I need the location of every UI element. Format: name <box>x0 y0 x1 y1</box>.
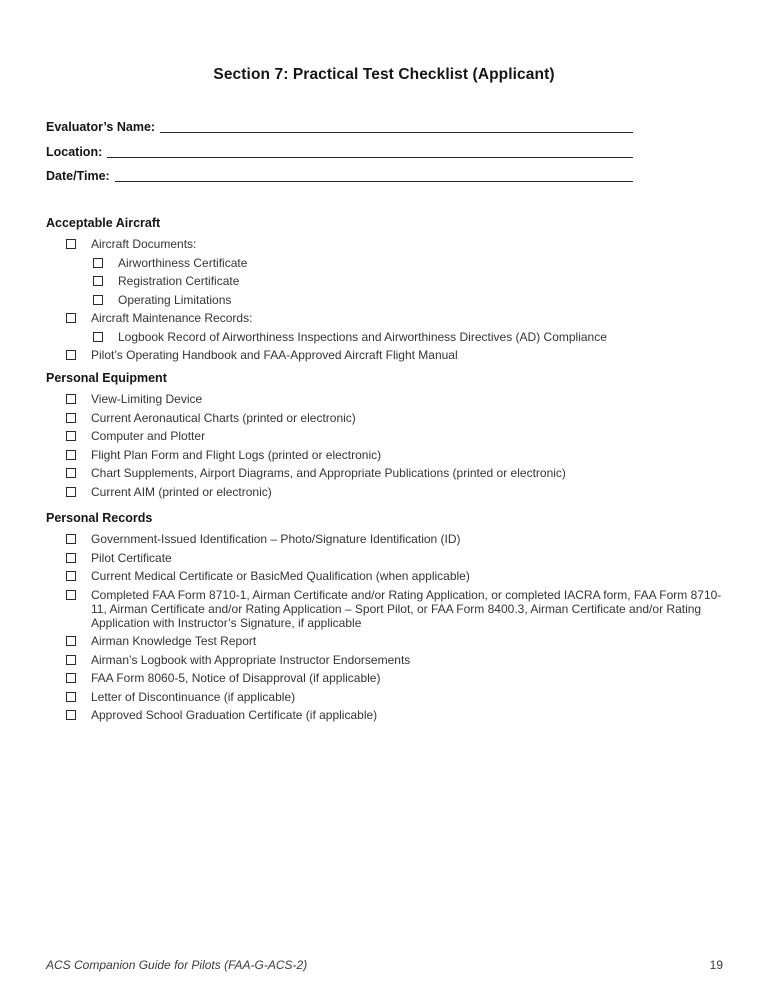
checklist-item <box>46 429 723 443</box>
checklist-item <box>46 330 723 344</box>
checklist-item-label: Chart Supplements, Airport Diagrams, and Appropriate Publications (printed or electronic) <box>91 466 566 480</box>
checkbox-icon <box>66 673 76 683</box>
checklist-item <box>46 411 723 425</box>
location-field <box>46 145 633 159</box>
footer-page-number: 19 <box>709 958 723 972</box>
checkbox-icon <box>66 394 76 404</box>
checkbox-icon <box>66 431 76 441</box>
section-heading: Personal Records <box>46 511 153 525</box>
checkbox-icon <box>66 468 76 478</box>
checklist-item <box>46 311 723 325</box>
evaluator-name-label: Evaluator’s Name: <box>46 120 156 134</box>
checklist-item <box>46 671 723 685</box>
date-time-blank-line <box>115 181 633 182</box>
checkbox-icon <box>66 450 76 460</box>
checklist-item-label: Current Medical Certificate or BasicMed Qualification (when applicable) <box>91 569 470 583</box>
checklist-item-label: Aircraft Maintenance Records: <box>91 311 253 325</box>
page-title: Section 7: Practical Test Checklist (Applicant) <box>213 66 555 83</box>
checklist-item-label: Airworthiness Certificate <box>118 255 248 270</box>
checklist-item <box>46 532 723 546</box>
checklist-item-label: Registration Certificate <box>118 274 240 288</box>
checklist-item <box>46 293 723 307</box>
checklist-item-label: Pilot’s Operating Handbook and FAA-Approved Aircraft Flight Manual <box>91 348 458 362</box>
checklist-item <box>46 485 723 499</box>
checkbox-icon <box>93 258 103 268</box>
checklist-item <box>46 237 723 251</box>
header-fields <box>46 120 633 194</box>
checkbox-icon <box>66 350 76 360</box>
checkbox-icon <box>66 590 76 600</box>
checklist-item-label: Approved School Graduation Certificate (if applicable) <box>91 708 378 722</box>
checklist-item-label: Airman’s Logbook with Appropriate Instructor Endorsements <box>91 652 411 667</box>
checklist-item <box>46 708 723 722</box>
checklist-item-label: Letter of Discontinuance (if applicable) <box>91 689 296 704</box>
checklist-item-label: Current Aeronautical Charts (printed or electronic) <box>91 410 356 425</box>
date-time-field <box>46 169 633 183</box>
checklist-item <box>46 256 723 270</box>
checklist-item <box>46 569 723 583</box>
checklist-item <box>46 551 723 565</box>
checkbox-icon <box>66 534 76 544</box>
checklist-item <box>46 348 723 362</box>
checkbox-icon <box>66 655 76 665</box>
checkbox-icon <box>93 295 103 305</box>
checklist-item <box>46 588 723 630</box>
checkbox-icon <box>66 313 76 323</box>
checkbox-icon <box>66 487 76 497</box>
checklist-item-label: Logbook Record of Airworthiness Inspections and Airworthiness Directives (AD) Compliance <box>118 329 607 344</box>
checklist-item <box>46 690 723 704</box>
evaluator-name-field <box>46 120 633 134</box>
checklist-item <box>46 634 723 648</box>
checkbox-icon <box>66 692 76 702</box>
checklist-item-label: Pilot Certificate <box>91 550 172 565</box>
checklist-item <box>46 448 723 462</box>
section-personal-equipment <box>46 371 723 503</box>
date-time-label: Date/Time: <box>46 169 110 183</box>
checklist-item <box>46 274 723 288</box>
page-footer <box>46 958 723 972</box>
location-label: Location: <box>46 144 103 159</box>
checklist-item-label: Flight Plan Form and Flight Logs (printed or electronic) <box>91 447 382 462</box>
section-acceptable-aircraft <box>46 216 723 367</box>
footer-doc-title: ACS Companion Guide for Pilots (FAA-G-ACS-2) <box>46 958 308 972</box>
checklist-item-label: Computer and Plotter <box>91 429 206 443</box>
checklist-item-label: Completed FAA Form 8710-1, Airman Certificate and/or Rating Application, or completed IACRA form, FAA Form 8710-11, Airman Certificate and/or Rating Application – Sport Pilot, or FAA Form 8400.3, Airman Certificate and/or Rating Application with Instructor’s Signature, if applicable <box>91 587 722 630</box>
checklist-item-label: Airman Knowledge Test Report <box>91 634 257 648</box>
section-heading: Personal Equipment <box>46 371 167 385</box>
checkbox-icon <box>93 276 103 286</box>
checklist-item <box>46 466 723 480</box>
checkbox-icon <box>66 239 76 249</box>
checkbox-icon <box>66 571 76 581</box>
section-heading: Acceptable Aircraft <box>46 216 161 230</box>
section-personal-records <box>46 511 723 727</box>
checklist-item <box>46 653 723 667</box>
location-blank-line <box>107 157 633 158</box>
checklist-item <box>46 392 723 406</box>
checklist-item-label: View-Limiting Device <box>91 392 203 406</box>
checkbox-icon <box>66 553 76 563</box>
checklist <box>46 237 723 362</box>
checkbox-icon <box>66 710 76 720</box>
checkbox-icon <box>66 636 76 646</box>
checkbox-icon <box>93 332 103 342</box>
checklist <box>46 532 723 722</box>
checklist-item-label: Operating Limitations <box>118 292 232 307</box>
checklist-item-label: Aircraft Documents: <box>91 237 197 251</box>
checklist-item-label: Current AIM (printed or electronic) <box>91 484 272 499</box>
evaluator-name-blank-line <box>160 132 633 133</box>
checklist-item-label: FAA Form 8060-5, Notice of Disapproval (if applicable) <box>91 671 381 685</box>
checklist <box>46 392 723 499</box>
checkbox-icon <box>66 413 76 423</box>
checklist-item-label: Government-Issued Identification – Photo/Signature Identification (ID) <box>91 532 461 546</box>
